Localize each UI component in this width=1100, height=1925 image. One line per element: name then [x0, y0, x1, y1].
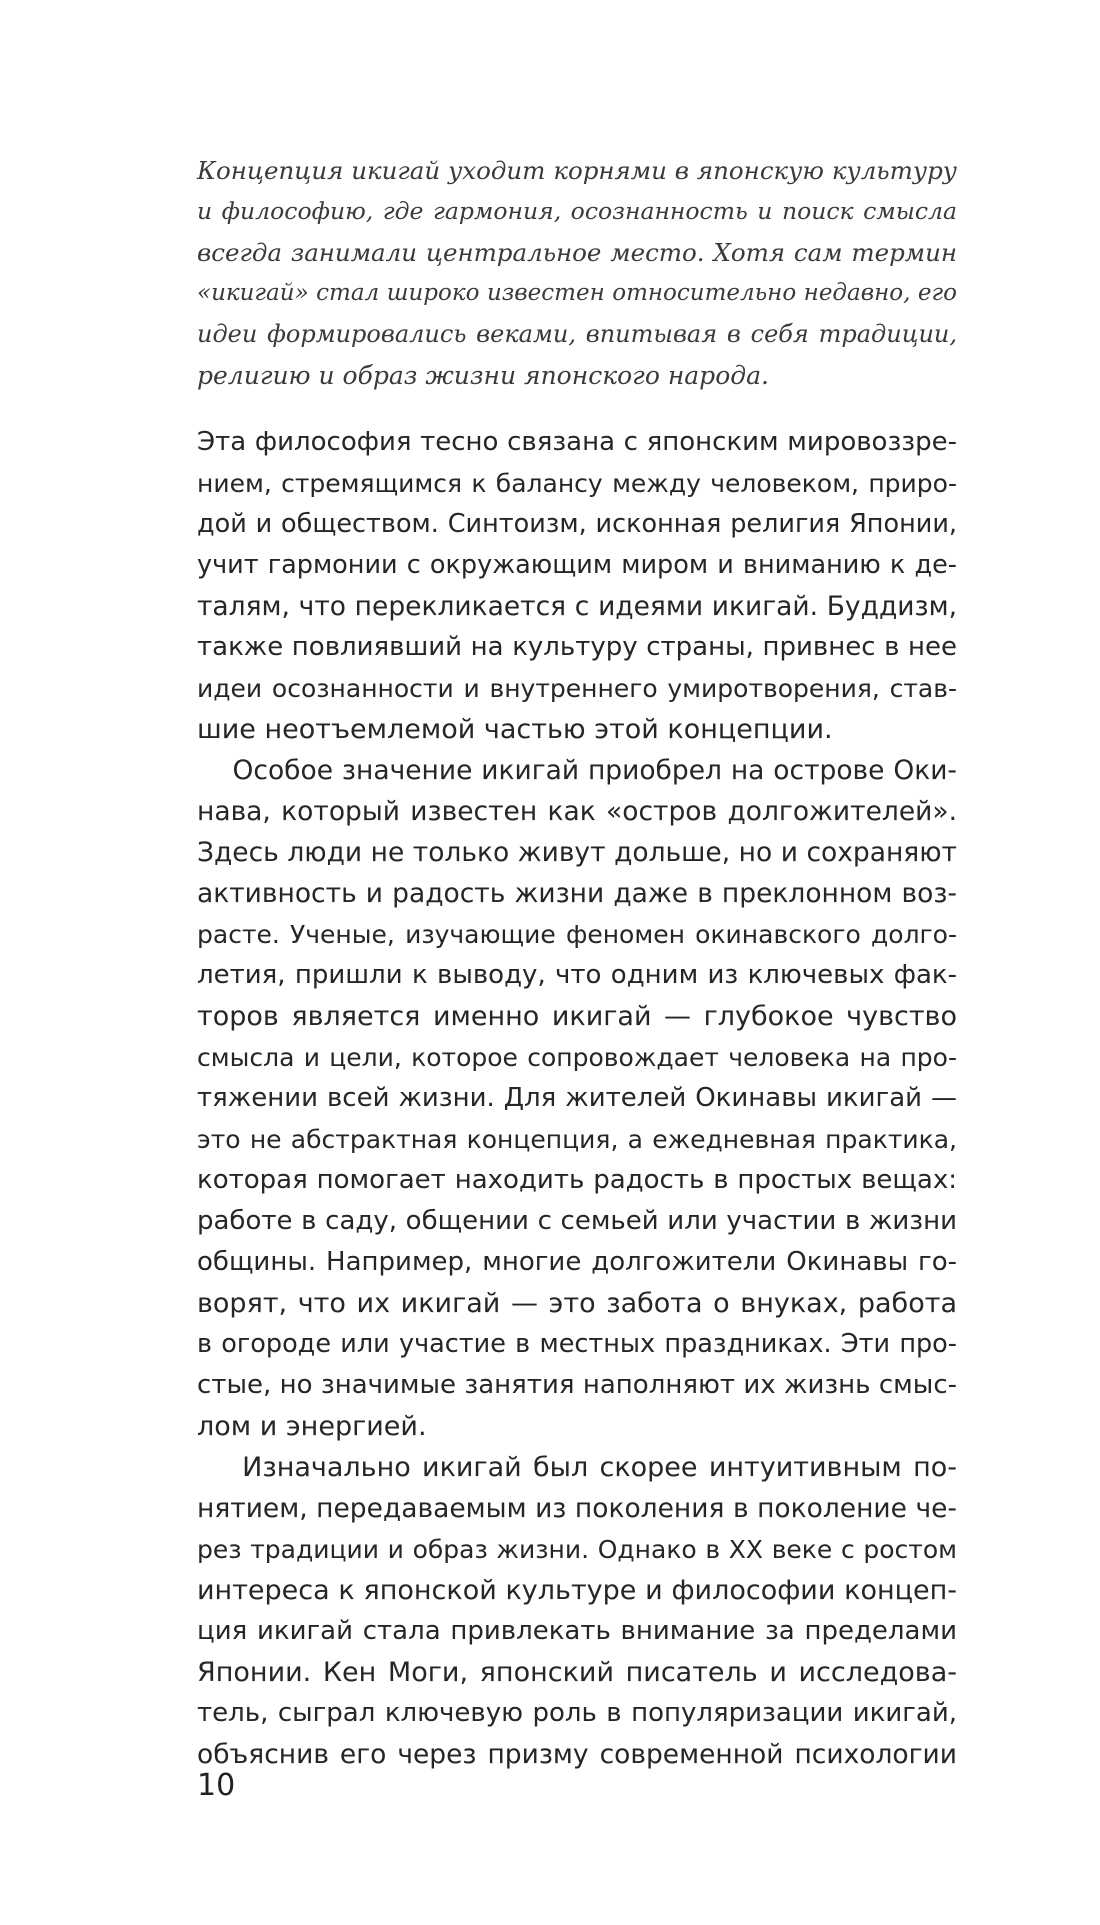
body-line: ция икигай стала привлекать внимание за пределами: [197, 1616, 957, 1646]
body-line: учит гармонии с окружающим миром и вниманию к де-: [197, 550, 957, 580]
body-line: талям, что перекликается с идеями икигай. Буддизм,: [197, 591, 957, 622]
body-line: нятием, передаваемым из поколения в поколение че-: [197, 1493, 957, 1524]
intro-line: религию и образ жизни японского народа.: [197, 361, 769, 390]
body-line: шие неотъемлемой частью этой концепции.: [197, 714, 833, 745]
body-line: также повлиявший на культуру страны, привнес в нее: [197, 632, 957, 662]
body-line: тель, сыграл ключевую роль в популяризации икигай,: [197, 1698, 957, 1728]
body-line: это не абстрактная концепция, а ежедневная практика,: [197, 1125, 957, 1154]
body-line: рез традиции и образ жизни. Однако в XX веке с ростом: [197, 1535, 957, 1564]
body-line: Особое значение икигай приобрел на острове Оки-: [197, 755, 957, 786]
intro-line: Концепция икигай уходит корнями в японскую культуру: [197, 156, 957, 185]
intro-line: всегда занимали центральное место. Хотя сам термин: [197, 238, 957, 267]
body-line: Эта философия тесно связана с японским мировоззре-: [197, 427, 957, 457]
body-line: нием, стремящимся к балансу между человеком, приро-: [197, 469, 957, 498]
body-line: смысла и цели, которое сопровождает человека на про-: [197, 1043, 957, 1072]
body-line: идеи осознанности и внутреннего умиротворения, став-: [197, 674, 957, 703]
body-line: лом и энергией.: [197, 1411, 427, 1442]
intro-italic-paragraph: [197, 150, 957, 396]
body-line: общины. Например, многие долгожители Окинавы го-: [197, 1247, 957, 1277]
body-text: [197, 422, 957, 1775]
body-line: Изначально икигай был скорее интуитивным по-: [197, 1452, 957, 1483]
body-line: летия, пришли к выводу, что одним из ключевых фак-: [197, 960, 957, 990]
paragraph-2: [197, 750, 957, 1447]
paragraph-3: [197, 1447, 957, 1775]
body-line: расте. Ученые, изучающие феномен окинавского долго-: [197, 920, 957, 949]
body-line: ворят, что их икигай — это забота о внуках, работа: [197, 1288, 957, 1319]
body-line: работе в саду, общении с семьей или участии в жизни: [197, 1206, 957, 1236]
intro-line: «икигай» стал широко известен относительно недавно, его: [197, 280, 957, 306]
body-line: стые, но значимые занятия наполняют их жизнь смыс-: [197, 1370, 957, 1400]
body-line: Здесь люди не только живут дольше, но и сохраняют: [197, 837, 957, 868]
page-number: 10: [197, 1768, 236, 1803]
body-line: дой и обществом. Синтоизм, исконная религия Японии,: [197, 509, 957, 539]
body-line: активность и радость жизни даже в преклонном воз-: [197, 878, 957, 909]
page-content: [197, 150, 957, 1775]
body-line: объяснив его через призму современной психологии: [197, 1739, 957, 1770]
body-line: которая помогает находить радость в простых вещах:: [197, 1165, 957, 1195]
intro-line: и философию, где гармония, осознанность и поиск смысла: [197, 197, 957, 225]
paragraph-1: [197, 422, 957, 750]
body-line: тяжении всей жизни. Для жителей Окинавы икигай —: [197, 1083, 957, 1113]
body-line: Японии. Кен Моги, японский писатель и исследова-: [197, 1657, 957, 1688]
body-line: в огороде или участие в местных праздниках. Эти про-: [197, 1329, 957, 1359]
intro-line: идеи формировались веками, впитывая в себя традиции,: [197, 320, 957, 348]
body-line: интереса к японской культуре и философии концеп-: [197, 1575, 957, 1606]
body-line: торов является именно икигай — глубокое чувство: [197, 1001, 957, 1032]
body-line: нава, который известен как «остров долгожителей».: [197, 796, 957, 827]
